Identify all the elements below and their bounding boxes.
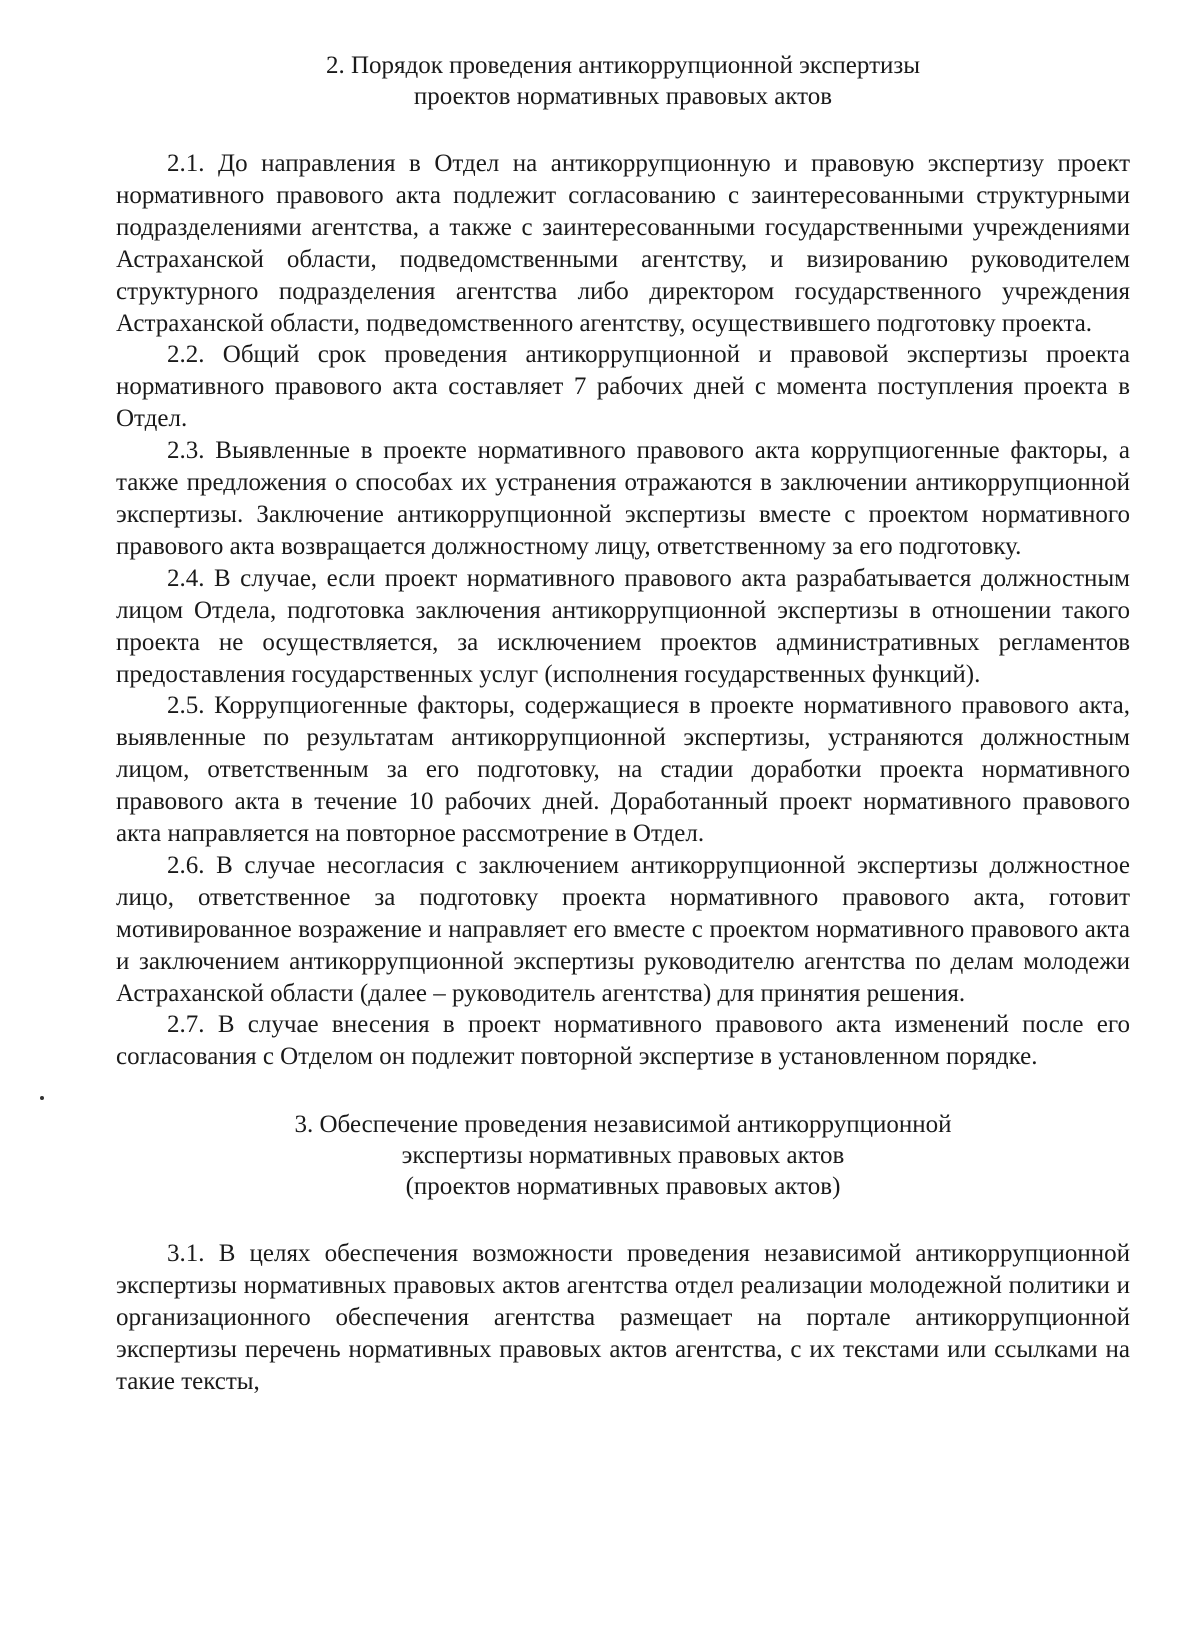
paragraph-text: В целях обеспечения возможности проведения независимой антикоррупционной экспертизы нормативных правовых актов агентства отдел реализации молодежной политики и организационного обеспечения агентства размещает на портале антикоррупционной экспертизы перечень нормативных правовых актов агентства, с их текстами или ссылками на такие тексты,	[116, 1240, 1130, 1395]
paragraph-number: 2.2.	[167, 341, 205, 369]
paragraph-number: 2.4.	[167, 564, 205, 592]
paragraph-text: В случае несогласия с заключением антикоррупционной экспертизы должностное лицо, ответственное за подготовку проекта нормативного правового акта, готовит мотивированное возражение и направляет его вместе с проектом нормативного правового акта и заключением антикоррупционной экспертизы руководителю агентства по делам молодежи Астраханской области (далее – руководитель агентства) для принятия решения.	[116, 851, 1130, 1007]
paragraph-number: 2.3.	[167, 437, 205, 465]
section-3-heading-line-1: 3. Обеспечение проведения независимой антикоррупционной	[294, 1111, 952, 1139]
section-3-heading	[116, 1109, 1130, 1202]
paragraph-number: 2.6.	[167, 851, 205, 879]
section-3-heading-line-2: экспертизы нормативных правовых актов	[401, 1142, 845, 1170]
paragraph-text: До направления в Отдел на антикоррупционную и правовую экспертизу проект нормативного правового акта подлежит согласованию с заинтересованными структурными подразделениями агентства, а также с заинтересованными государственными учреждениями Астраханской области, подведомственными агентству, и визированию руководителем структурного подразделения агентства либо директором государственного учреждения Астраханской области, подведомственного агентству, осуществившего подготовку проекта.	[116, 150, 1130, 337]
paragraph-2-4	[116, 563, 1130, 691]
section-2-heading	[116, 50, 1130, 112]
paragraph-2-3	[116, 435, 1130, 563]
paragraph-2-6	[116, 850, 1130, 1010]
paragraph-number: 2.5.	[167, 692, 205, 720]
document-page	[116, 40, 1130, 1640]
paragraph-text: В случае, если проект нормативного правового акта разрабатывается должностным лицом Отдела, подготовка заключения антикоррупционной экспертизы в отношении такого проекта не осуществляется, за исключением проектов административных регламентов предоставления государственных услуг (исполнения государственных функций).	[116, 564, 1130, 688]
paragraph-text: Коррупциогенные факторы, содержащиеся в проекте нормативного правового акта, выявленные по результатам антикоррупционной экспертизы, устраняются должностным лицом, ответственным за его подготовку, на стадии доработки проекта нормативного правового акта в течение 10 рабочих дней. Доработанный проект нормативного правового акта направляется на повторное рассмотрение в Отдел.	[116, 692, 1130, 848]
section-3-heading-line-3: (проектов нормативных правовых актов)	[405, 1173, 841, 1201]
paragraph-text: Выявленные в проекте нормативного правового акта коррупциогенные факторы, а также предложения о способах их устранения отражаются в заключении антикоррупционной экспертизы. Заключение антикоррупционной экспертизы вместе с проектом нормативного правового акта возвращается должностному лицу, ответственному за его подготовку.	[116, 437, 1130, 560]
paragraph-2-1	[116, 148, 1130, 339]
paragraph-text: В случае внесения в проект нормативного правового акта изменений после его согласования с Отделом он подлежит повторной экспертизе в установленном порядке.	[116, 1011, 1130, 1071]
paragraph-3-1	[116, 1238, 1130, 1398]
paragraph-number: 2.7.	[167, 1011, 205, 1039]
paragraph-2-2	[116, 339, 1130, 435]
paragraph-number: 3.1.	[167, 1240, 205, 1268]
paragraph-text: Общий срок проведения антикоррупционной и правовой экспертизы проекта нормативного правового акта составляет 7 рабочих дней с момента поступления проекта в Отдел.	[116, 341, 1130, 433]
scan-speck	[40, 1096, 44, 1100]
paragraph-2-7	[116, 1009, 1130, 1073]
paragraph-number: 2.1.	[167, 150, 205, 177]
paragraph-2-5	[116, 690, 1130, 850]
section-2-heading-line-2: проектов нормативных правовых актов	[413, 83, 833, 110]
section-2-heading-line-1: 2. Порядок проведения антикоррупционной экспертизы	[325, 52, 921, 79]
